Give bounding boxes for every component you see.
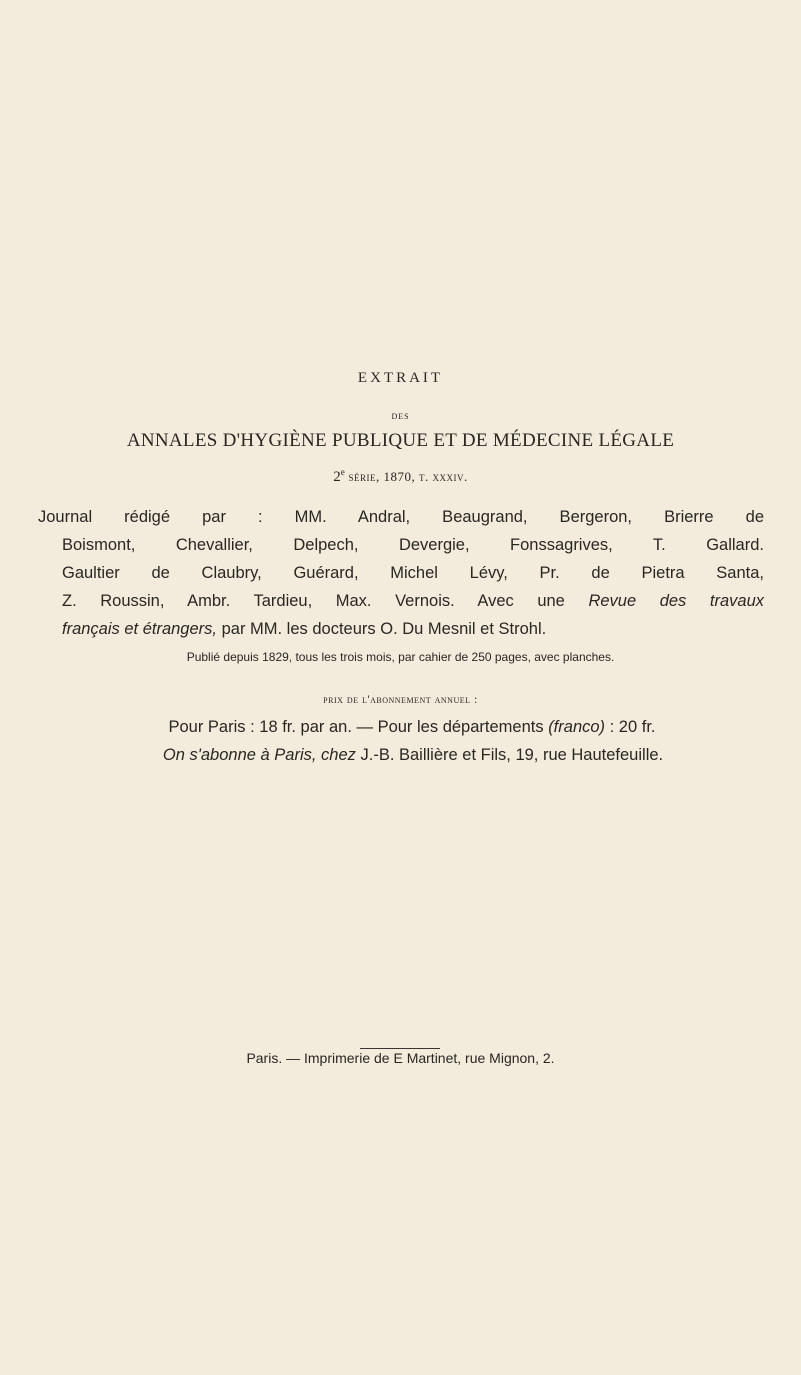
price-departments: : 20 fr.	[609, 718, 656, 736]
des-label: DES	[391, 412, 410, 421]
editors-line-3: Gaultier de Claubry, Guérard, Michel Lévy, Pr. de Pietra Santa,	[62, 564, 764, 582]
printer-imprint: Paris. — Imprimerie de E Martinet, rue Mignon, 2.	[246, 1050, 555, 1066]
series-sup: e	[340, 467, 345, 477]
editors-line-5-text: par MM. les docteurs O. Du Mesnil et Strohl.	[221, 620, 547, 638]
editors-line-5	[62, 620, 642, 639]
journal-title: ANNALES D'HYGIÈNE PUBLIQUE ET DE MÉDECINE LÉGALE	[126, 430, 675, 451]
review-title-part-2: français et étrangers,	[62, 620, 217, 638]
imprint-rule	[360, 1048, 440, 1049]
review-title-part-1: Revue des travaux	[588, 592, 764, 610]
publication-note: Publié depuis 1829, tous les trois mois, par cahier de 250 pages, avec planches.	[186, 650, 615, 664]
editors-line-1: Journal rédigé par : MM. Andral, Beaugrand, Bergeron, Brierre de	[38, 508, 764, 526]
price-paris: Pour Paris : 18 fr. par an. — Pour les départements	[168, 718, 544, 736]
subscription-intro: On s'abonne à Paris, chez	[162, 746, 356, 764]
subscription-line	[62, 746, 764, 765]
editors-line-4-text: Z. Roussin, Ambr. Tardieu, Max. Vernois. Avec une	[62, 592, 565, 610]
series-line	[40, 467, 761, 486]
editors-line-2: Boismont, Chevallier, Delpech, Devergie, Fonssagrives, T. Gallard.	[62, 536, 764, 554]
price-line	[62, 718, 762, 737]
series-number: 2	[333, 469, 341, 485]
price-franco: (franco)	[548, 718, 606, 736]
extrait-heading: EXTRAIT	[357, 370, 444, 386]
series-details: série, 1870, t. xxxiv.	[348, 469, 468, 484]
editors-line-4	[62, 592, 764, 611]
publisher-address: J.-B. Baillière et Fils, 19, rue Hautefeuille.	[360, 746, 664, 764]
price-heading: prix de l'abonnement annuel :	[323, 692, 478, 706]
